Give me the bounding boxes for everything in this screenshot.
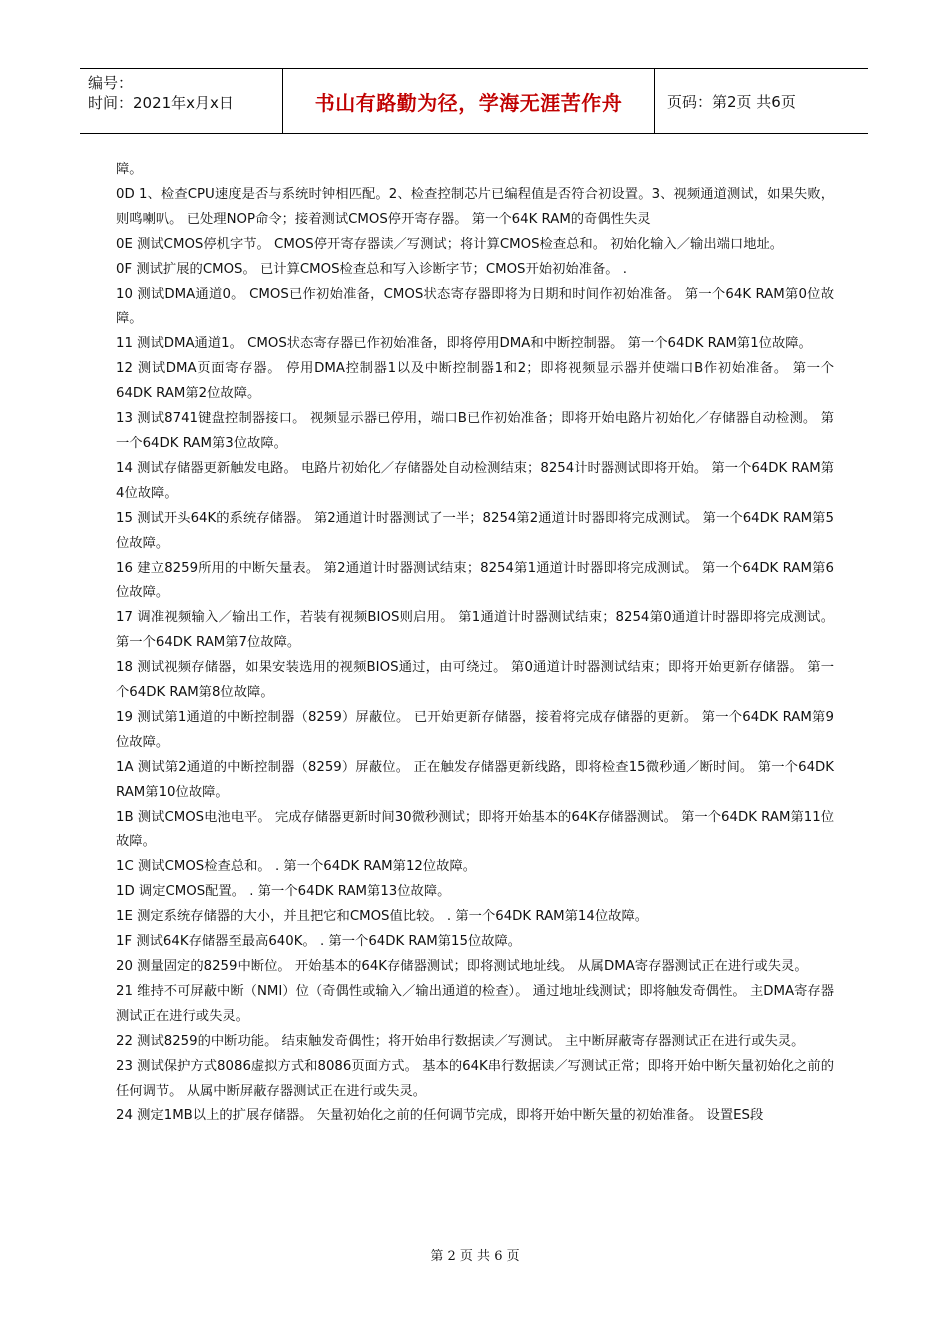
paragraph: 10 测试DMA通道0。 CMOS已作初始准备，CMOS状态寄存器即将为日期和时间作初始准备。 第一个64K RAM第0位故障。 [116, 286, 834, 327]
header-info-cell [80, 69, 283, 133]
page-header [80, 68, 868, 134]
paragraph: 11 测试DMA通道1。 CMOS状态寄存器已作初始准备，即将停用DMA和中断控制器。 第一个64DK RAM第1位故障。 [116, 336, 812, 352]
paragraph: 20 测量固定的8259中断位。 开始基本的64K存储器测试；即将测试地址线。 从属DMA寄存器测试正在进行或失灵。 [116, 959, 808, 974]
paragraph: 1B 测试CMOS电池电平。 完成存储器更新时间30微秒测试；即将开始基本的64K存储器测试。 第一个64DK RAM第11位故障。 [116, 809, 834, 850]
header-motto: 书山有路勤为径，学海无涯苦作舟 [283, 69, 655, 133]
page-footer: 第 2 页 共 6 页 [430, 1249, 520, 1264]
paragraph: 22 测试8259的中断功能。 结束触发奇偶性；将开始串行数据读／写测试。 主中断屏蔽寄存器测试正在进行或失灵。 [116, 1033, 805, 1049]
paragraph: 12 测试DMA页面寄存器。 停用DMA控制器1以及中断控制器1和2；即将视频显示器并使端口B作初始准备。 第一个64DK RAM第2位故障。 [116, 361, 834, 402]
document-body [116, 158, 834, 1129]
paragraph: 24 测定1MB以上的扩展存储器。 矢量初始化之前的任何调节完成，即将开始中断矢量的初始准备。 设置ES段 [116, 1108, 764, 1124]
document-number-label: 编号： [88, 74, 134, 92]
paragraph: 16 建立8259所用的中断矢量表。 第2通道计时器测试结束；8254第1通道计时器即将完成测试。 第一个64DK RAM第6位故障。 [116, 560, 834, 601]
paragraph: 障。 [116, 162, 143, 177]
paragraph: 13 测试8741键盘控制器接口。 视频显示器已停用，端口B已作初始准备；即将开始电路片初始化／存储器自动检测。 第一个64DK RAM第3位故障。 [116, 411, 834, 451]
paragraph: 1D 调定CMOS配置。 . 第一个64DK RAM第13位故障。 [116, 884, 451, 900]
paragraph: 0D 1、检查CPU速度是否与系统时钟相匹配。2、检查控制芯片已编程值是否符合初设置。3、视频通道测试，如果失败，则鸣喇叭。 已处理NOP命令；接着测试CMOS停开寄存器。 第一个64K RAM的奇偶性失灵 [116, 186, 834, 227]
paragraph: 18 测试视频存储器，如果安装选用的视频BIOS通过，由可绕过。 第0通道计时器测试结束；即将开始更新存储器。 第一个64DK RAM第8位故障。 [116, 660, 834, 701]
paragraph: 19 测试第1通道的中断控制器（8259）屏蔽位。 已开始更新存储器，接着将完成存储器的更新。 第一个64DK RAM第9位故障。 [116, 709, 834, 750]
paragraph: 1C 测试CMOS检查总和。 . 第一个64DK RAM第12位故障。 [116, 859, 477, 875]
paragraph: 1F 测试64K存储器至最高640K。 . 第一个64DK RAM第15位故障。 [116, 934, 522, 950]
paragraph: 14 测试存储器更新触发电路。 电路片初始化／存储器处自动检测结束；8254计时器测试即将开始。 第一个64DK RAM第4位故障。 [116, 460, 834, 501]
paragraph: 1E 测定系统存储器的大小，并且把它和CMOS值比较。 . 第一个64DK RAM第14位故障。 [116, 909, 649, 925]
paragraph: 1A 测试第2通道的中断控制器（8259）屏蔽位。 正在触发存储器更新线路，即将检查15微秒通／断时间。 第一个64DK RAM第10位故障。 [116, 759, 834, 800]
paragraph: 21 维持不可屏蔽中断（NMI）位（奇偶性或输入／输出通道的检查）。 通过地址线测试；即将触发奇偶性。 主DMA寄存器测试正在进行或失灵。 [116, 983, 834, 1024]
paragraph: 17 调准视频输入／输出工作，若装有视频BIOS则启用。 第1通道计时器测试结束；8254第0通道计时器即将完成测试。 第一个64DK RAM第7位故障。 [116, 610, 834, 651]
document-date-label: 时间：2021年x月x日 [88, 94, 234, 112]
header-page-number: 页码：第2页 共6页 [667, 92, 796, 111]
paragraph: 0F 测试扩展的CMOS。 已计算CMOS检查总和写入诊断字节；CMOS开始初始准备。 . [116, 261, 628, 277]
paragraph: 0E 测试CMOS停机字节。 CMOS停开寄存器读／写测试；将计算CMOS检查总和。 初始化输入／输出端口地址。 [116, 236, 784, 252]
paragraph: 23 测试保护方式8086虚拟方式和8086页面方式。 基本的64K串行数据读／写测试正常；即将开始中断矢量初始化之前的任何调节。 从属中断屏蔽存器测试正在进行或失灵。 [116, 1058, 834, 1099]
paragraph: 15 测试开头64K的系统存储器。 第2通道计时器测试了一半；8254第2通道计时器即将完成测试。 第一个64DK RAM第5位故障。 [116, 510, 834, 551]
